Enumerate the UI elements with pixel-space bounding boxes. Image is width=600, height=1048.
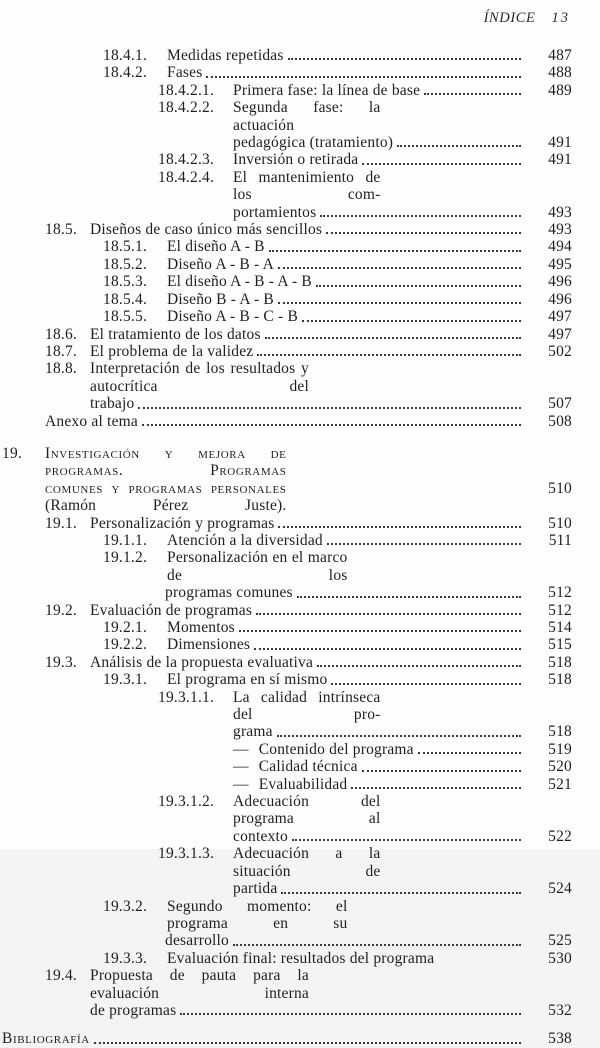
toc-line	[2, 532, 572, 549]
toc-line	[2, 845, 572, 880]
entry-title: contexto	[233, 827, 288, 845]
dot-leader	[348, 898, 529, 933]
page-number: 497	[548, 325, 572, 343]
page-number: 525	[548, 932, 572, 950]
entry-title	[45, 445, 287, 480]
toc-line	[2, 326, 572, 343]
entry-number: 18.7.	[45, 342, 77, 360]
toc-line	[2, 99, 572, 134]
dot-leader	[176, 1002, 528, 1019]
page-number: 487	[548, 47, 572, 64]
entry-title: Diseños de caso único más sencillos	[90, 221, 323, 239]
page-number: 519	[548, 740, 572, 758]
page-number: 512	[548, 601, 572, 619]
toc-line	[2, 967, 572, 1002]
entry-number: 19.1.	[45, 514, 77, 532]
toc-line	[2, 793, 572, 828]
dot-leader	[327, 671, 528, 688]
dot-leader	[358, 758, 528, 775]
entry-number: 19.1.2.	[103, 549, 148, 567]
running-title: ÍNDICE	[483, 10, 536, 26]
dot-leader	[250, 636, 528, 653]
toc-line	[2, 291, 572, 308]
toc-line	[2, 584, 572, 601]
page-number: 512	[548, 584, 572, 602]
entry-number: 19.2.	[45, 601, 77, 619]
toc-line	[2, 776, 572, 793]
entry-title: programas comunes	[165, 584, 293, 602]
entry-number: 18.4.2.	[103, 64, 148, 82]
toc-line	[2, 82, 572, 99]
dot-leader	[274, 515, 528, 532]
entry-title: Evaluación de programas	[90, 601, 253, 619]
page-number: 518	[548, 653, 572, 671]
toc-line	[2, 343, 572, 360]
toc-line	[2, 395, 572, 412]
entry-number: 19.3.	[45, 653, 77, 671]
entry-title: Contenido del programa	[258, 740, 414, 758]
entry-number: 18.4.2.2.	[158, 99, 215, 117]
page-number: 518	[548, 723, 572, 741]
page-number: 496	[548, 290, 572, 308]
entry-number: 19.3.1.2.	[158, 793, 215, 811]
entry-number: 18.4.2.1.	[158, 81, 215, 99]
toc-line	[2, 741, 572, 758]
page-number: 502	[548, 342, 572, 360]
page-number: 532	[548, 1001, 572, 1019]
toc-line	[2, 723, 572, 740]
toc-line	[2, 828, 572, 845]
entry-title: Segundo momento: el programa en su	[167, 897, 348, 932]
toc-line	[2, 515, 572, 532]
page-number: 493	[548, 221, 572, 239]
entry-title: Análisis de la propuesta evaluativa	[90, 653, 314, 671]
entry-title: Segunda fase: la actuación	[233, 99, 381, 134]
dot-leader	[252, 602, 528, 619]
entry-title: El diseño A - B - A - B	[167, 273, 312, 291]
entry-title: Dimensiones	[167, 636, 251, 654]
entry-number: 19.	[2, 444, 22, 462]
dot-leader	[273, 723, 528, 740]
dash-bullet: —	[233, 775, 249, 793]
toc-line	[2, 480, 572, 515]
dot-leader	[265, 238, 528, 255]
entry-title: Evaluabilidad	[258, 775, 348, 793]
dot-leader	[316, 204, 528, 221]
toc-line	[2, 273, 572, 290]
page-number: 496	[548, 273, 572, 291]
dot-leader	[287, 445, 529, 480]
entry-title: Diseño A - B - C - B	[167, 308, 299, 326]
entry-title: El problema de la validez	[90, 342, 254, 360]
page-number: 493	[548, 203, 572, 221]
entry-title: comunes y programas personales (Ramón Pérez Juste).	[45, 479, 287, 515]
entry-title: Calidad técnica	[258, 758, 358, 776]
page-number: 494	[548, 238, 572, 256]
small-caps-text: comunes y programas personales	[45, 479, 287, 497]
dot-leader	[253, 343, 528, 360]
toc-line	[2, 221, 572, 238]
entry-title: Personalización en el marco de los	[167, 549, 348, 584]
entry-title: El programa en sí mismo	[167, 671, 328, 689]
table-of-contents	[2, 47, 572, 1048]
toc-line	[2, 654, 572, 671]
dot-leader	[381, 793, 529, 828]
entry-number: 19.2.2.	[103, 636, 148, 654]
dot-leader	[348, 549, 529, 584]
dot-leader	[229, 932, 528, 949]
page-number: 508	[548, 412, 572, 430]
dot-leader	[313, 654, 528, 671]
entry-title: pedagógica (tratamiento)	[233, 134, 394, 152]
toc-line	[2, 64, 572, 81]
toc-line	[2, 602, 572, 619]
dot-leader	[288, 828, 528, 845]
page-number: 491	[548, 134, 572, 152]
toc-line	[2, 898, 572, 933]
dot-leader	[138, 413, 528, 430]
entry-title: portamientos	[233, 203, 317, 221]
toc-line	[2, 134, 572, 151]
toc-line	[2, 256, 572, 273]
entry-number: 18.5.5.	[103, 308, 148, 326]
dot-leader	[277, 880, 528, 897]
dot-leader	[134, 395, 528, 412]
entry-title: Anexo al tema	[45, 412, 138, 430]
toc-line	[2, 880, 572, 897]
entry-number: 18.4.2.3.	[158, 151, 215, 169]
entry-title: grama	[233, 723, 273, 741]
page-number: 514	[548, 619, 572, 636]
dot-leader	[274, 291, 528, 308]
toc-line	[2, 47, 572, 64]
entry-number: 18.6.	[45, 325, 77, 343]
entry-title: partida	[233, 880, 278, 898]
entry-title: Propuesta de pauta para la evaluación interna	[90, 967, 309, 1002]
toc-line	[2, 671, 572, 688]
dot-leader	[90, 1030, 528, 1047]
toc-line	[2, 619, 572, 636]
entry-title: Diseño B - A - B	[167, 290, 274, 308]
entry-title: Medidas repetidas	[167, 47, 284, 64]
entry-number: 19.3.1.	[103, 671, 148, 689]
header-page-number: 13	[551, 10, 570, 26]
page-number: 522	[548, 827, 572, 845]
toc-line	[2, 204, 572, 221]
dot-leader	[293, 584, 528, 601]
dot-leader	[381, 845, 529, 880]
entry-number: 18.5.2.	[103, 255, 148, 273]
dot-leader	[309, 360, 528, 395]
toc-line	[2, 151, 572, 168]
toc-line	[2, 549, 572, 584]
page-number: 518	[548, 671, 572, 689]
page-number: 488	[548, 64, 572, 82]
dot-leader	[298, 308, 528, 325]
toc-line	[2, 238, 572, 255]
entry-number: 19.3.2.	[103, 897, 148, 915]
page-number: 489	[548, 81, 572, 99]
toc-line	[2, 360, 572, 395]
entry-title: Inversión o retirada	[233, 151, 359, 169]
page-number: 507	[548, 395, 572, 413]
dot-leader	[309, 967, 528, 1002]
entry-number: 18.4.1.	[103, 47, 148, 64]
page-number: 495	[548, 255, 572, 273]
entry-title: Primera fase: la línea de base	[233, 81, 421, 99]
entry-number: 18.5.4.	[103, 290, 148, 308]
dot-leader	[287, 480, 529, 515]
entry-number: 19.3.3.	[103, 949, 148, 967]
entry-title: trabajo	[90, 395, 135, 413]
toc-line	[2, 308, 572, 325]
toc-line	[2, 1002, 572, 1019]
entry-title: El mantenimiento de los com-	[233, 168, 381, 204]
dot-leader	[235, 619, 528, 636]
dot-leader	[284, 47, 528, 64]
page-number: 538	[548, 1030, 572, 1048]
toc-line	[2, 758, 572, 775]
dot-leader	[420, 82, 528, 99]
dot-leader	[358, 151, 528, 168]
dash-bullet: —	[233, 740, 249, 758]
dot-leader	[323, 532, 528, 549]
entry-title: Fases	[167, 64, 203, 82]
entry-title: Adecuación a la situación de	[233, 845, 381, 880]
entry-number: 18.5.3.	[103, 273, 148, 291]
dot-leader	[414, 741, 528, 758]
dot-leader	[434, 950, 528, 967]
entry-title: Adecuación del programa al	[233, 793, 381, 828]
dot-leader	[347, 776, 528, 793]
page-number: 497	[548, 308, 572, 326]
entry-title: de programas	[90, 1001, 177, 1019]
entry-number: 19.2.1.	[103, 619, 148, 636]
small-caps-text: Investigación y mejora de programas. Programas	[45, 444, 287, 480]
toc-line	[2, 689, 572, 724]
entry-number: 19.4.	[45, 967, 77, 985]
page-number: 515	[548, 636, 572, 654]
dot-leader	[261, 326, 528, 343]
entry-title: Diseño A - B - A	[167, 255, 274, 273]
dot-leader	[274, 256, 528, 273]
page-number: 521	[548, 775, 572, 793]
entry-title: Evaluación final: resultados del programa	[167, 949, 435, 967]
entry-number: 18.5.1.	[103, 238, 148, 256]
page-number: 510	[548, 514, 572, 532]
entry-number: 19.1.1.	[103, 531, 148, 549]
dot-leader	[381, 169, 529, 204]
page-number: 520	[548, 758, 572, 776]
page-number: 491	[548, 151, 572, 169]
entry-number: 19.3.1.3.	[158, 845, 215, 863]
page-number: 530	[548, 949, 572, 967]
page-number: 510	[548, 479, 572, 497]
running-header	[2, 10, 570, 27]
toc-line	[2, 413, 572, 430]
toc-line	[2, 445, 572, 480]
toc-line	[2, 932, 572, 949]
entry-title	[2, 1030, 90, 1047]
entry-title: El tratamiento de los datos	[90, 325, 261, 343]
dot-leader	[312, 273, 528, 290]
page-number: 524	[548, 880, 572, 898]
dot-leader	[393, 134, 528, 151]
dot-leader	[202, 64, 528, 81]
dot-leader	[381, 689, 529, 724]
entry-number: 18.5.	[45, 221, 77, 239]
entry-number: 18.4.2.4.	[158, 168, 215, 186]
toc-line	[2, 950, 572, 967]
page-number: 511	[548, 531, 572, 549]
dash-bullet: —	[233, 758, 249, 776]
dot-leader	[322, 221, 528, 238]
dot-leader	[381, 99, 529, 134]
toc-line	[2, 636, 572, 653]
entry-title: Atención a la diversidad	[167, 531, 323, 549]
toc-line	[2, 169, 572, 204]
entry-title: Momentos	[167, 619, 235, 636]
entry-title: desarrollo	[165, 932, 229, 950]
toc-line	[2, 1030, 572, 1047]
entry-number: 18.8.	[45, 360, 77, 378]
small-caps-text: Bibliografía	[2, 1030, 90, 1048]
entry-title: El diseño A - B	[167, 238, 265, 256]
entry-title: La calidad intrínseca del pro-	[233, 688, 381, 724]
entry-title: Personalización y programas	[90, 514, 275, 532]
entry-title: Interpretación de los resultados y autocrítica del	[90, 360, 309, 395]
entry-number: 19.3.1.1.	[158, 688, 215, 706]
